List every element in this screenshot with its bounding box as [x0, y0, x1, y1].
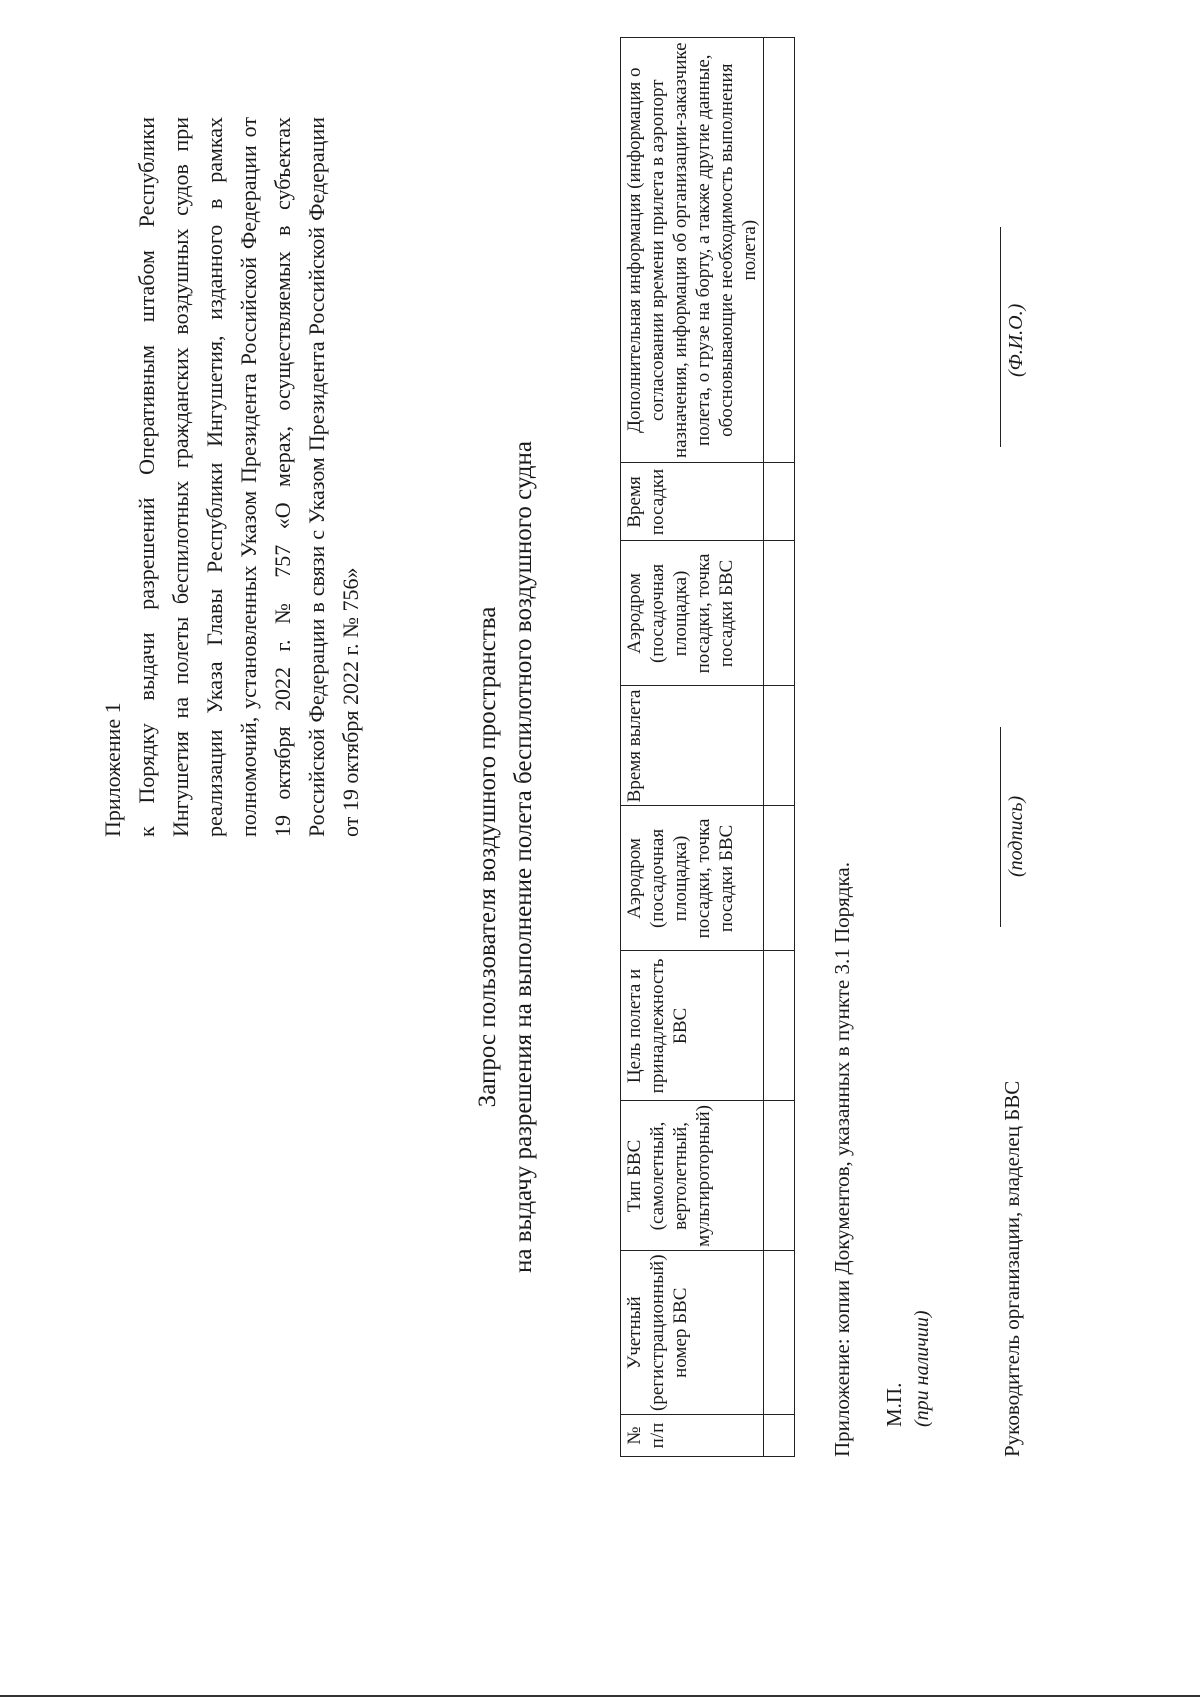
document-title	[470, 157, 542, 1557]
table-header-row	[621, 38, 764, 1457]
table-cell	[764, 686, 795, 806]
title-line-2: на выдачу разрешения на выполнение полета беспилотного воздушного судна	[510, 441, 537, 1273]
header-cell: Время посадки	[621, 463, 764, 541]
stamp-note: (при наличии)	[911, 1310, 933, 1427]
header-cell: Время вылета	[621, 686, 764, 806]
table-cell	[764, 951, 795, 1101]
header-cell: Дополнительная информация (информация о согласовании времени прилета в аэропорт назначения, информация об организации-заказчике полета, о грузе на борту, а также другие данные, обосновывающие необходимость выполнения полета)	[621, 38, 764, 463]
signature-line	[1000, 727, 1001, 927]
table-cell	[764, 1415, 795, 1457]
signatory-label: Руководитель организации, владелец БВС	[1000, 1080, 1024, 1457]
header-cell: Тип БВС (самолетный, вертолетный, мультироторный)	[621, 1101, 764, 1251]
table-row	[764, 38, 795, 1457]
header-cell: Цель полета и принадлежность БВС	[621, 951, 764, 1101]
header-cell: Аэродром (посадочная площадка) посадки, точка посадки БВС	[621, 541, 764, 686]
stamp-placeholder	[880, 1310, 936, 1427]
appendix-text: к Порядку выдачи разрешений Оперативным штабом Республики Ингушетия на полеты беспилотных гражданских воздушных судов при реализации Указа Главы Республики Ингушетия, изданного в рамках полномочий, установленных Указом Президента Российской Федерации от 19 октября 2022 г. № 757 «О мерах, осуществляемых в субъектах Российской Федерации в связи с Указом Президента Российской Федерации от 19 октября 2022 г. № 756»	[134, 117, 363, 837]
header-cell: Учетный (регистрационный) номер БВС	[621, 1251, 764, 1415]
table-cell	[764, 1251, 795, 1415]
table-cell	[764, 806, 795, 951]
header-cell: Аэродром (посадочная площадка) посадки, точка посадки БВС	[621, 806, 764, 951]
signature-caption: (подпись)	[1005, 795, 1027, 877]
header-cell: № п/п	[621, 1415, 764, 1457]
table-cell	[764, 463, 795, 541]
table-cell	[764, 541, 795, 686]
attachment-note: Приложение: копии Документов, указанных в пункте 3.1 Порядка.	[830, 862, 854, 1457]
stamp-label: М.П.	[882, 1382, 906, 1427]
appendix-heading: Приложение 1	[100, 702, 125, 837]
request-table	[620, 37, 795, 1457]
name-line	[1000, 227, 1001, 447]
table-cell	[764, 38, 795, 463]
appendix-block	[96, 117, 368, 837]
name-caption: (Ф.И.О.)	[1005, 303, 1027, 377]
table-cell	[764, 1101, 795, 1251]
title-line-1: Запрос пользователя воздушного пространства	[474, 606, 501, 1108]
